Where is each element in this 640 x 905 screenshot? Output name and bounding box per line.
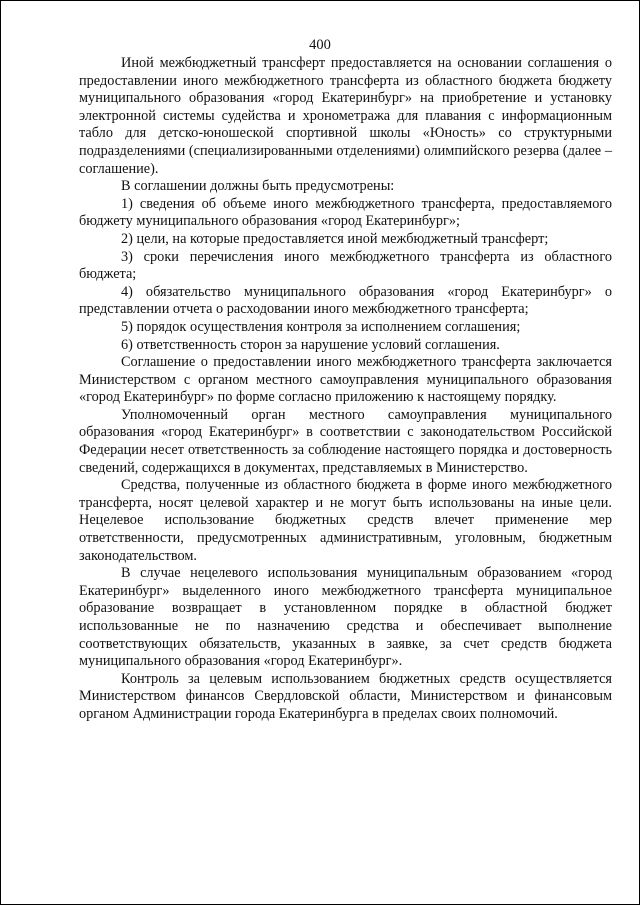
paragraph-targeted-use: Средства, полученные из областного бюджета в форме иного межбюджетного трансферта, носят целевой характер и не могут быть использованы на иные цели. Нецелевое использование бюджетных средств влечет применение мер ответственности, предусмотренных административным, уголовным, бюджетным законодательством.	[79, 477, 612, 564]
paragraph-control: Контроль за целевым использованием бюджетных средств осуществляется Министерством финансов Свердловской области, Министерством и финансовым органом Администрации города Екатеринбурга в пределах своих полномочий.	[79, 670, 612, 722]
paragraph-misuse-return: В случае нецелевого использования муниципальным образованием «город Екатеринбург» выделенного иного межбюджетного трансферта муниципальное образование возвращает в установленном порядке в областной бюджет использованные не по назначению средства и обеспечивает выполнение соответствующих обязательств, указанных в заявке, за счет средств бюджета муниципального образования «город Екатеринбург».	[79, 565, 612, 670]
paragraph-agreement-contents-intro: В соглашении должны быть предусмотрены:	[121, 178, 395, 195]
document-body	[79, 55, 612, 724]
list-item-1: 1) сведения об объеме иного межбюджетного трансферта, предоставляемого бюджету муниципального образования «город Екатеринбург»;	[79, 195, 612, 230]
paragraph-responsibility: Уполномоченный орган местного самоуправления муниципального образования «город Екатеринбург» в соответствии с законодательством Российской Федерации несет ответственность за соблюдение настоящего порядка и достоверность сведений, содержащихся в документах, представляемых в Министерство.	[79, 406, 612, 476]
list-item-5: 5) порядок осуществления контроля за исполнением соглашения;	[121, 318, 521, 335]
list-item-4: 4) обязательство муниципального образования «город Екатеринбург» о представлении отчета о расходовании иного межбюджетного трансферта;	[79, 283, 612, 318]
paragraph-agreement-conclusion: Соглашение о предоставлении иного межбюджетного трансферта заключается Министерством с органом местного самоуправления муниципального образования «город Екатеринбург» по форме согласно приложению к настоящему порядку.	[79, 354, 612, 406]
list-item-6: 6) ответственность сторон за нарушение условий соглашения.	[121, 336, 500, 353]
list-item-2: 2) цели, на которые предоставляется иной межбюджетный трансферт;	[121, 230, 549, 247]
list-item-3: 3) сроки перечисления иного межбюджетного трансферта из областного бюджета;	[79, 248, 612, 283]
page-number: 400	[309, 37, 331, 53]
paragraph-agreement-basis: Иной межбюджетный трансферт предоставляется на основании соглашения о предоставлении иного межбюджетного трансферта из областного бюджета бюджету муниципального образования «город Екатеринбург» на приобретение и установку электронной системы судейства и хронометража для плавания с информационным табло для детско-юношеской спортивной школы «Юность» со структурными подразделениями (специализированными отделениями) олимпийского резерва (далее – соглашение).	[79, 55, 612, 177]
